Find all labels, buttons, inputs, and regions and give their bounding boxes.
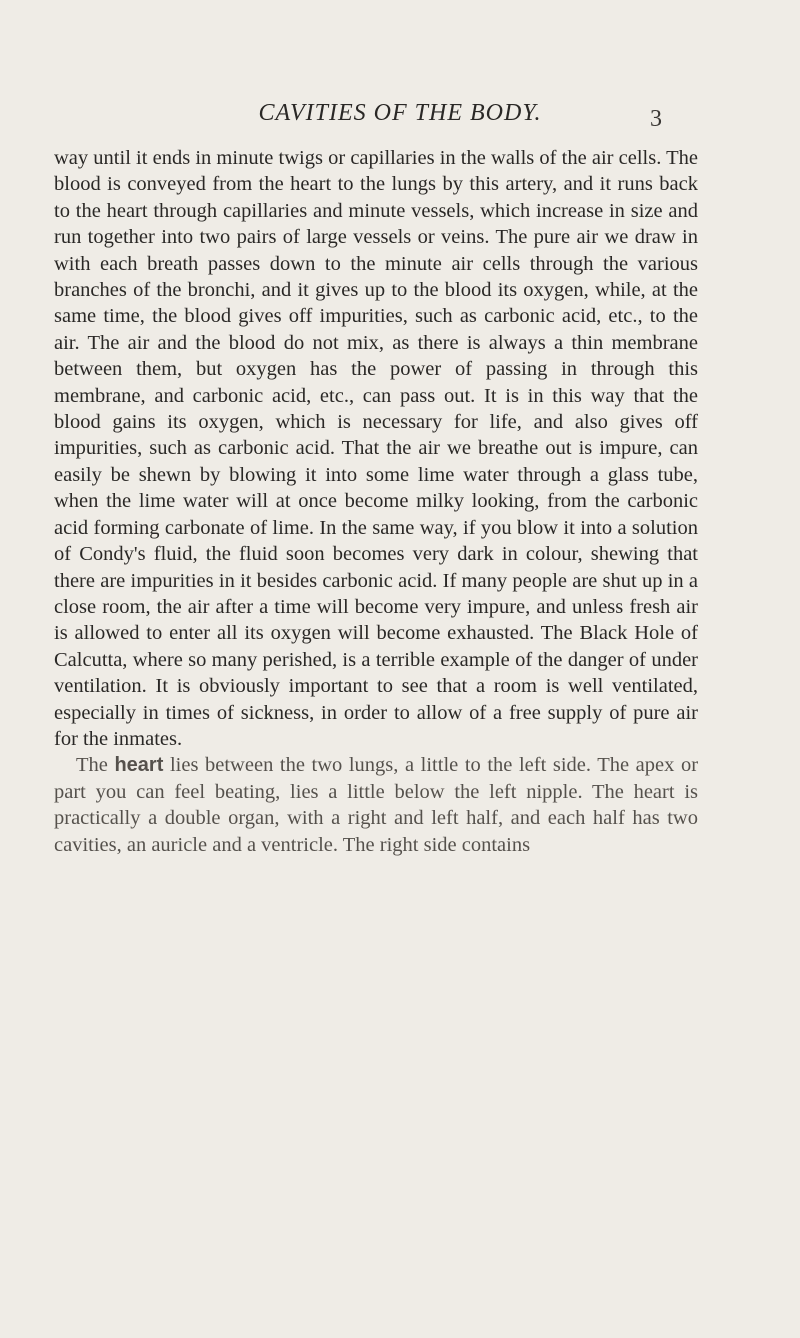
paragraph-lungs: way until it ends in minute twigs or capillaries in the walls of the air cells. The blood is conveyed from the heart to the lungs by this artery, and it runs back to the heart through capillaries and minute vessels, which increase in size and run together into two pairs of large vessels or veins. The pure air we draw in with each breath passes down to the minute air cells through the various branches of the bronchi, and it gives up to the blood its oxygen, while, at the same time, the blood gives off impurities, such as carbonic acid, etc., to the air. The air and the blood do not mix, as there is always a thin membrane between them, but oxygen has the power of passing in through this membrane, and carbonic acid, etc., can pass out. It is in this way that the blood gains its oxygen, which is necessary for life, and also gives off impurities, such as carbonic acid. That the air we breathe out is impure, can easily be shewn by blowing it into some lime water through a glass tube, when the lime water will at once become milky looking, from the carbonic acid forming carbonate of lime. In the same way, if you blow it into a solution of Condy's fluid, the fluid soon becomes very dark in colour, shewing that there are impurities in it besides carbonic acid. If many people are shut up in a close room, the air after a time will become very impure, and unless fresh air is allowed to enter all its oxygen will become exhausted. The Black Hole of Calcutta, where so many perished, is a terrible example of the danger of under ventilation. It is obviously important to see that a room is well ventilated, especially in times of sickness, in order to allow of a free supply of pure air for the inmates. bbox=[54, 147, 698, 750]
running-title: CAVITIES OF THE BODY. bbox=[258, 100, 542, 126]
paragraph-heart bbox=[54, 752, 698, 858]
running-header bbox=[0, 100, 800, 140]
body-text bbox=[54, 145, 698, 858]
page-number: 3 bbox=[650, 106, 662, 132]
term-heart: heart bbox=[114, 754, 164, 777]
paragraph-heart-lead: The bbox=[76, 754, 108, 777]
paragraph-heart-text: lies between the two lungs, a little to the left side. The apex or part you can feel beating, lies a little below the left nipple. The heart is practically a double organ, with a right and left half, and each half has two cavities, an auricle and a ventricle. The right side contains bbox=[54, 754, 699, 856]
